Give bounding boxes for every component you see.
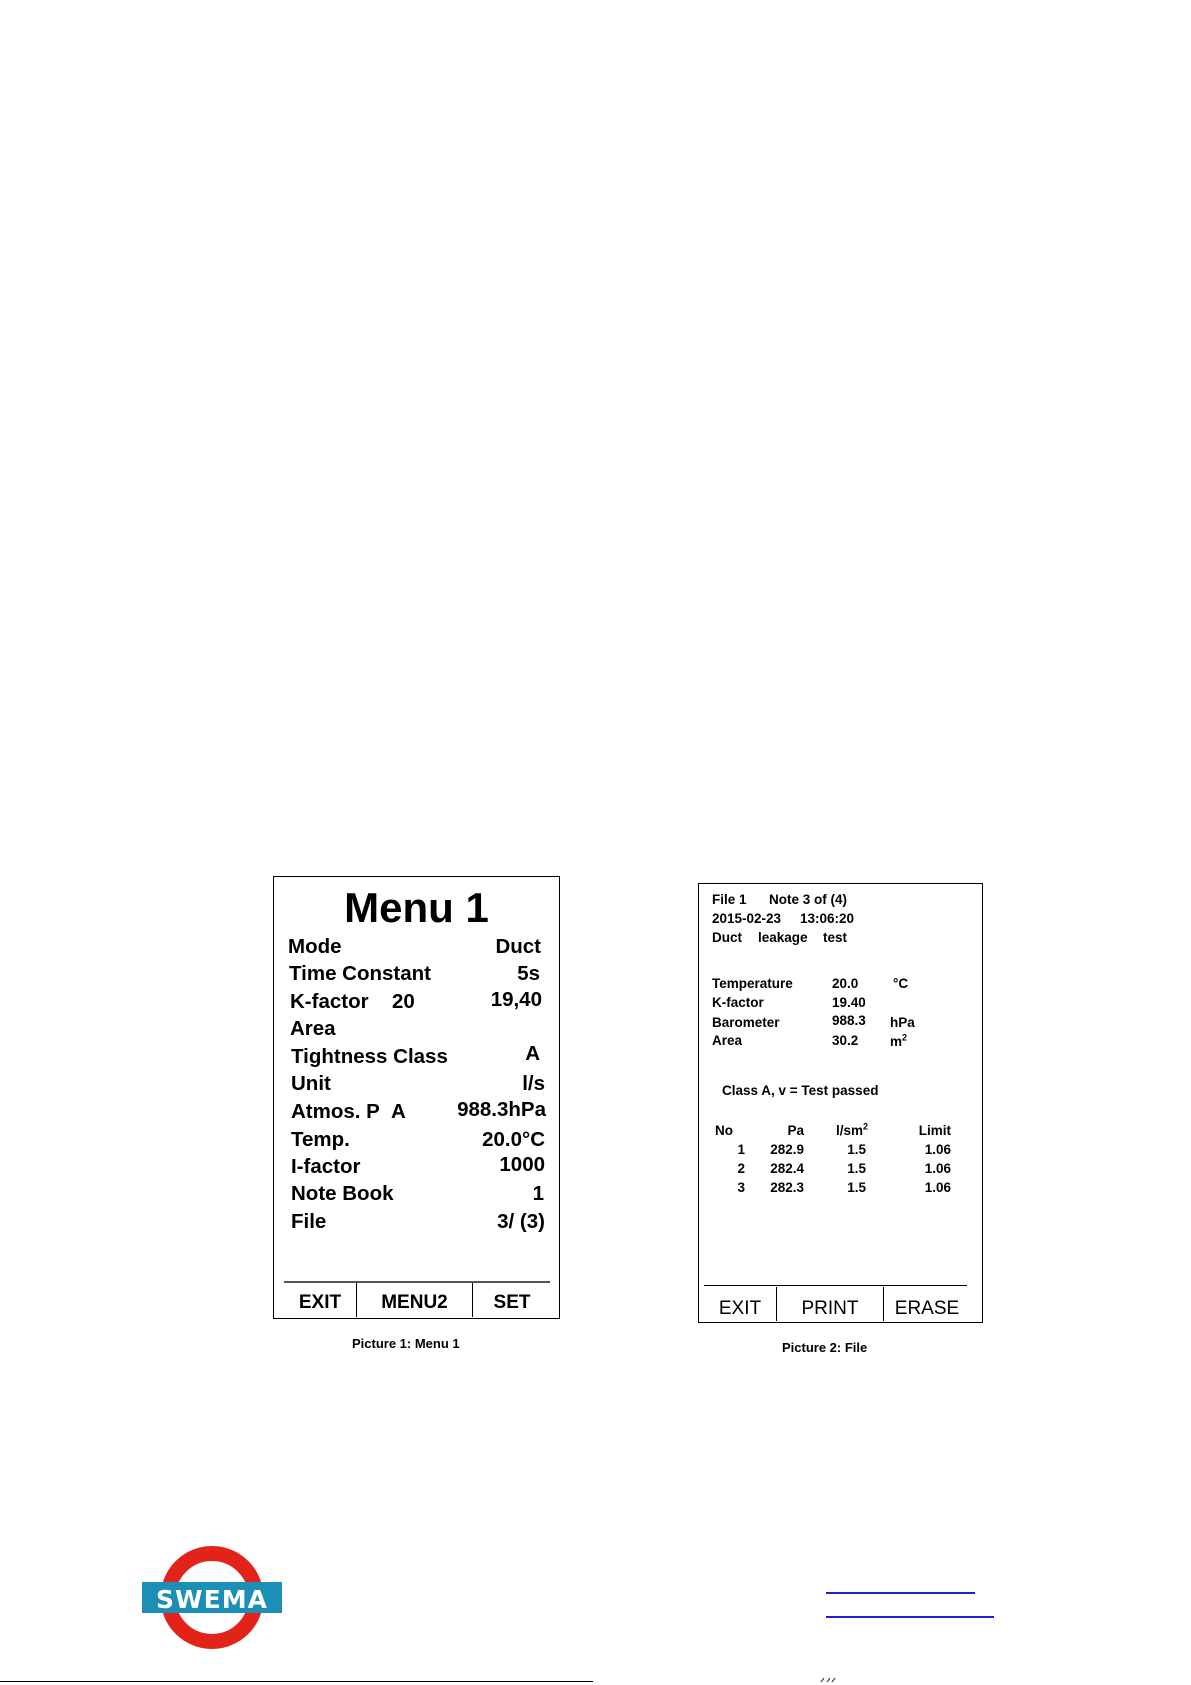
menu-row-i-factor[interactable] (288, 1154, 546, 1180)
param-value: 30.2 (832, 1033, 859, 1048)
note-number: Note 3 of (4) (769, 892, 848, 907)
param-row-barometer (712, 1013, 972, 1031)
menu-row-label: I-factor (291, 1155, 361, 1178)
exit-button[interactable]: EXIT (704, 1287, 777, 1321)
menu-row-value: A (525, 1042, 540, 1065)
file-screen (698, 883, 983, 1323)
menu-row-label: Mode (288, 935, 342, 958)
footer-link[interactable] (826, 1592, 975, 1594)
menu-row-mode[interactable] (288, 934, 546, 960)
table-header-no: No (715, 1123, 733, 1138)
menu-row-label: Note Book (291, 1182, 394, 1205)
param-value: 19.40 (832, 995, 866, 1010)
set-button[interactable]: SET (493, 1292, 531, 1313)
table-header-pa: Pa (787, 1123, 804, 1138)
table-cell-no: 2 (737, 1161, 745, 1176)
table-cell-limit: 1.06 (924, 1161, 951, 1176)
table-cell-pa: 282.4 (770, 1161, 804, 1176)
footer-rule (0, 1681, 593, 1682)
menu-row-value: 3/ (3) (497, 1210, 545, 1233)
table-cell-pa: 282.9 (770, 1142, 804, 1157)
param-unit: hPa (890, 1015, 915, 1030)
table-cell-limit: 1.06 (924, 1180, 951, 1195)
param-row-k-factor (712, 994, 972, 1012)
menu-row-value: Duct (495, 935, 541, 958)
logo-wordmark: SWEMA (156, 1585, 268, 1614)
param-unit-base: m (890, 1034, 903, 1049)
swema-logo (142, 1545, 282, 1650)
menu-row-label: Time Constant (289, 962, 431, 985)
menu-row-value: 5s (517, 962, 540, 985)
menu-row-area[interactable] (288, 1016, 546, 1042)
caption-picture-2: Picture 2: File (782, 1340, 868, 1355)
table-cell-pa: 282.3 (770, 1180, 804, 1195)
table-header-limit: Limit (918, 1123, 951, 1138)
menu-row-value: 988.3hPa (457, 1098, 546, 1121)
param-value: 20.0 (832, 976, 859, 991)
param-row-area (712, 1032, 972, 1050)
menu1-screen (273, 876, 560, 1319)
menu-row-label: Tightness Class (291, 1045, 448, 1068)
param-label: Temperature (712, 976, 793, 991)
param-value: 988.3 (832, 1013, 866, 1028)
menu-row-label: Temp. (291, 1128, 350, 1151)
table-cell-flow: 1.5 (847, 1161, 866, 1176)
table-cell-flow: 1.5 (847, 1142, 866, 1157)
table-header-flow-exponent: 2 (862, 1121, 868, 1132)
file-description-word: Duct (712, 930, 742, 945)
menu-row-value: 19,40 (490, 988, 542, 1011)
param-label: Area (712, 1033, 743, 1048)
menu-row-label: Atmos. P (291, 1100, 380, 1123)
table-cell-flow: 1.5 (847, 1180, 866, 1195)
table-header-flow-base: l/sm (835, 1123, 863, 1138)
menu-row-value: 20.0°C (482, 1128, 545, 1151)
result-line: Class A, v = Test passed (722, 1083, 879, 1098)
file-time: 13:06:20 (800, 911, 855, 926)
file-description-word: test (823, 930, 848, 945)
param-label: Barometer (712, 1015, 780, 1030)
print-button[interactable]: PRINT (777, 1287, 884, 1321)
menu-row-value: l/s (522, 1072, 545, 1095)
page-number-fragment (820, 1677, 836, 1683)
menu-row-label: File (291, 1210, 327, 1233)
table-cell-limit: 1.06 (924, 1142, 951, 1157)
menu-row-time-constant[interactable] (288, 961, 546, 987)
table-row (719, 1140, 951, 1159)
footer-link[interactable] (826, 1616, 994, 1618)
menu-row-k-factor[interactable] (288, 989, 546, 1015)
menu-row-value: 1 (532, 1182, 544, 1205)
table-header-flow (836, 1121, 868, 1140)
param-unit-exponent: 2 (902, 1032, 908, 1043)
menu-row-label: Unit (291, 1072, 331, 1095)
table-header (715, 1121, 951, 1140)
param-unit: °C (893, 976, 909, 991)
table-row (719, 1159, 951, 1178)
menu-row-file[interactable] (288, 1209, 546, 1235)
table-cell-no: 3 (737, 1180, 745, 1195)
table-cell-no: 1 (737, 1142, 745, 1157)
menu-row-atmos-p[interactable] (288, 1099, 546, 1125)
menu-row-unit[interactable] (288, 1071, 546, 1097)
menu-row-label: K-factor (290, 990, 369, 1013)
menu-row-tightness-class[interactable] (288, 1044, 546, 1070)
menu-row-k-setting: 20 (392, 990, 415, 1013)
table-row (719, 1178, 951, 1197)
file-number: File 1 (712, 892, 747, 907)
menu-row-value: 1000 (499, 1153, 545, 1176)
menu-row-temp[interactable] (288, 1127, 546, 1153)
menu1-title: Menu 1 (344, 884, 489, 931)
param-label: K-factor (712, 995, 764, 1010)
exit-button[interactable]: EXIT (284, 1283, 357, 1317)
erase-button[interactable]: ERASE (894, 1298, 960, 1319)
menu-row-note-book[interactable] (288, 1181, 546, 1207)
file-description-word: leakage (758, 930, 808, 945)
caption-picture-1: Picture 1: Menu 1 (352, 1336, 460, 1351)
softkey-divider (704, 1285, 967, 1286)
menu2-button[interactable]: MENU2 (357, 1283, 473, 1317)
param-row-temperature (712, 975, 972, 993)
param-unit (890, 1033, 907, 1051)
menu-row-label: Area (290, 1017, 336, 1040)
menu-row-atmos-source: A (391, 1100, 406, 1123)
file-date: 2015-02-23 (712, 911, 782, 926)
